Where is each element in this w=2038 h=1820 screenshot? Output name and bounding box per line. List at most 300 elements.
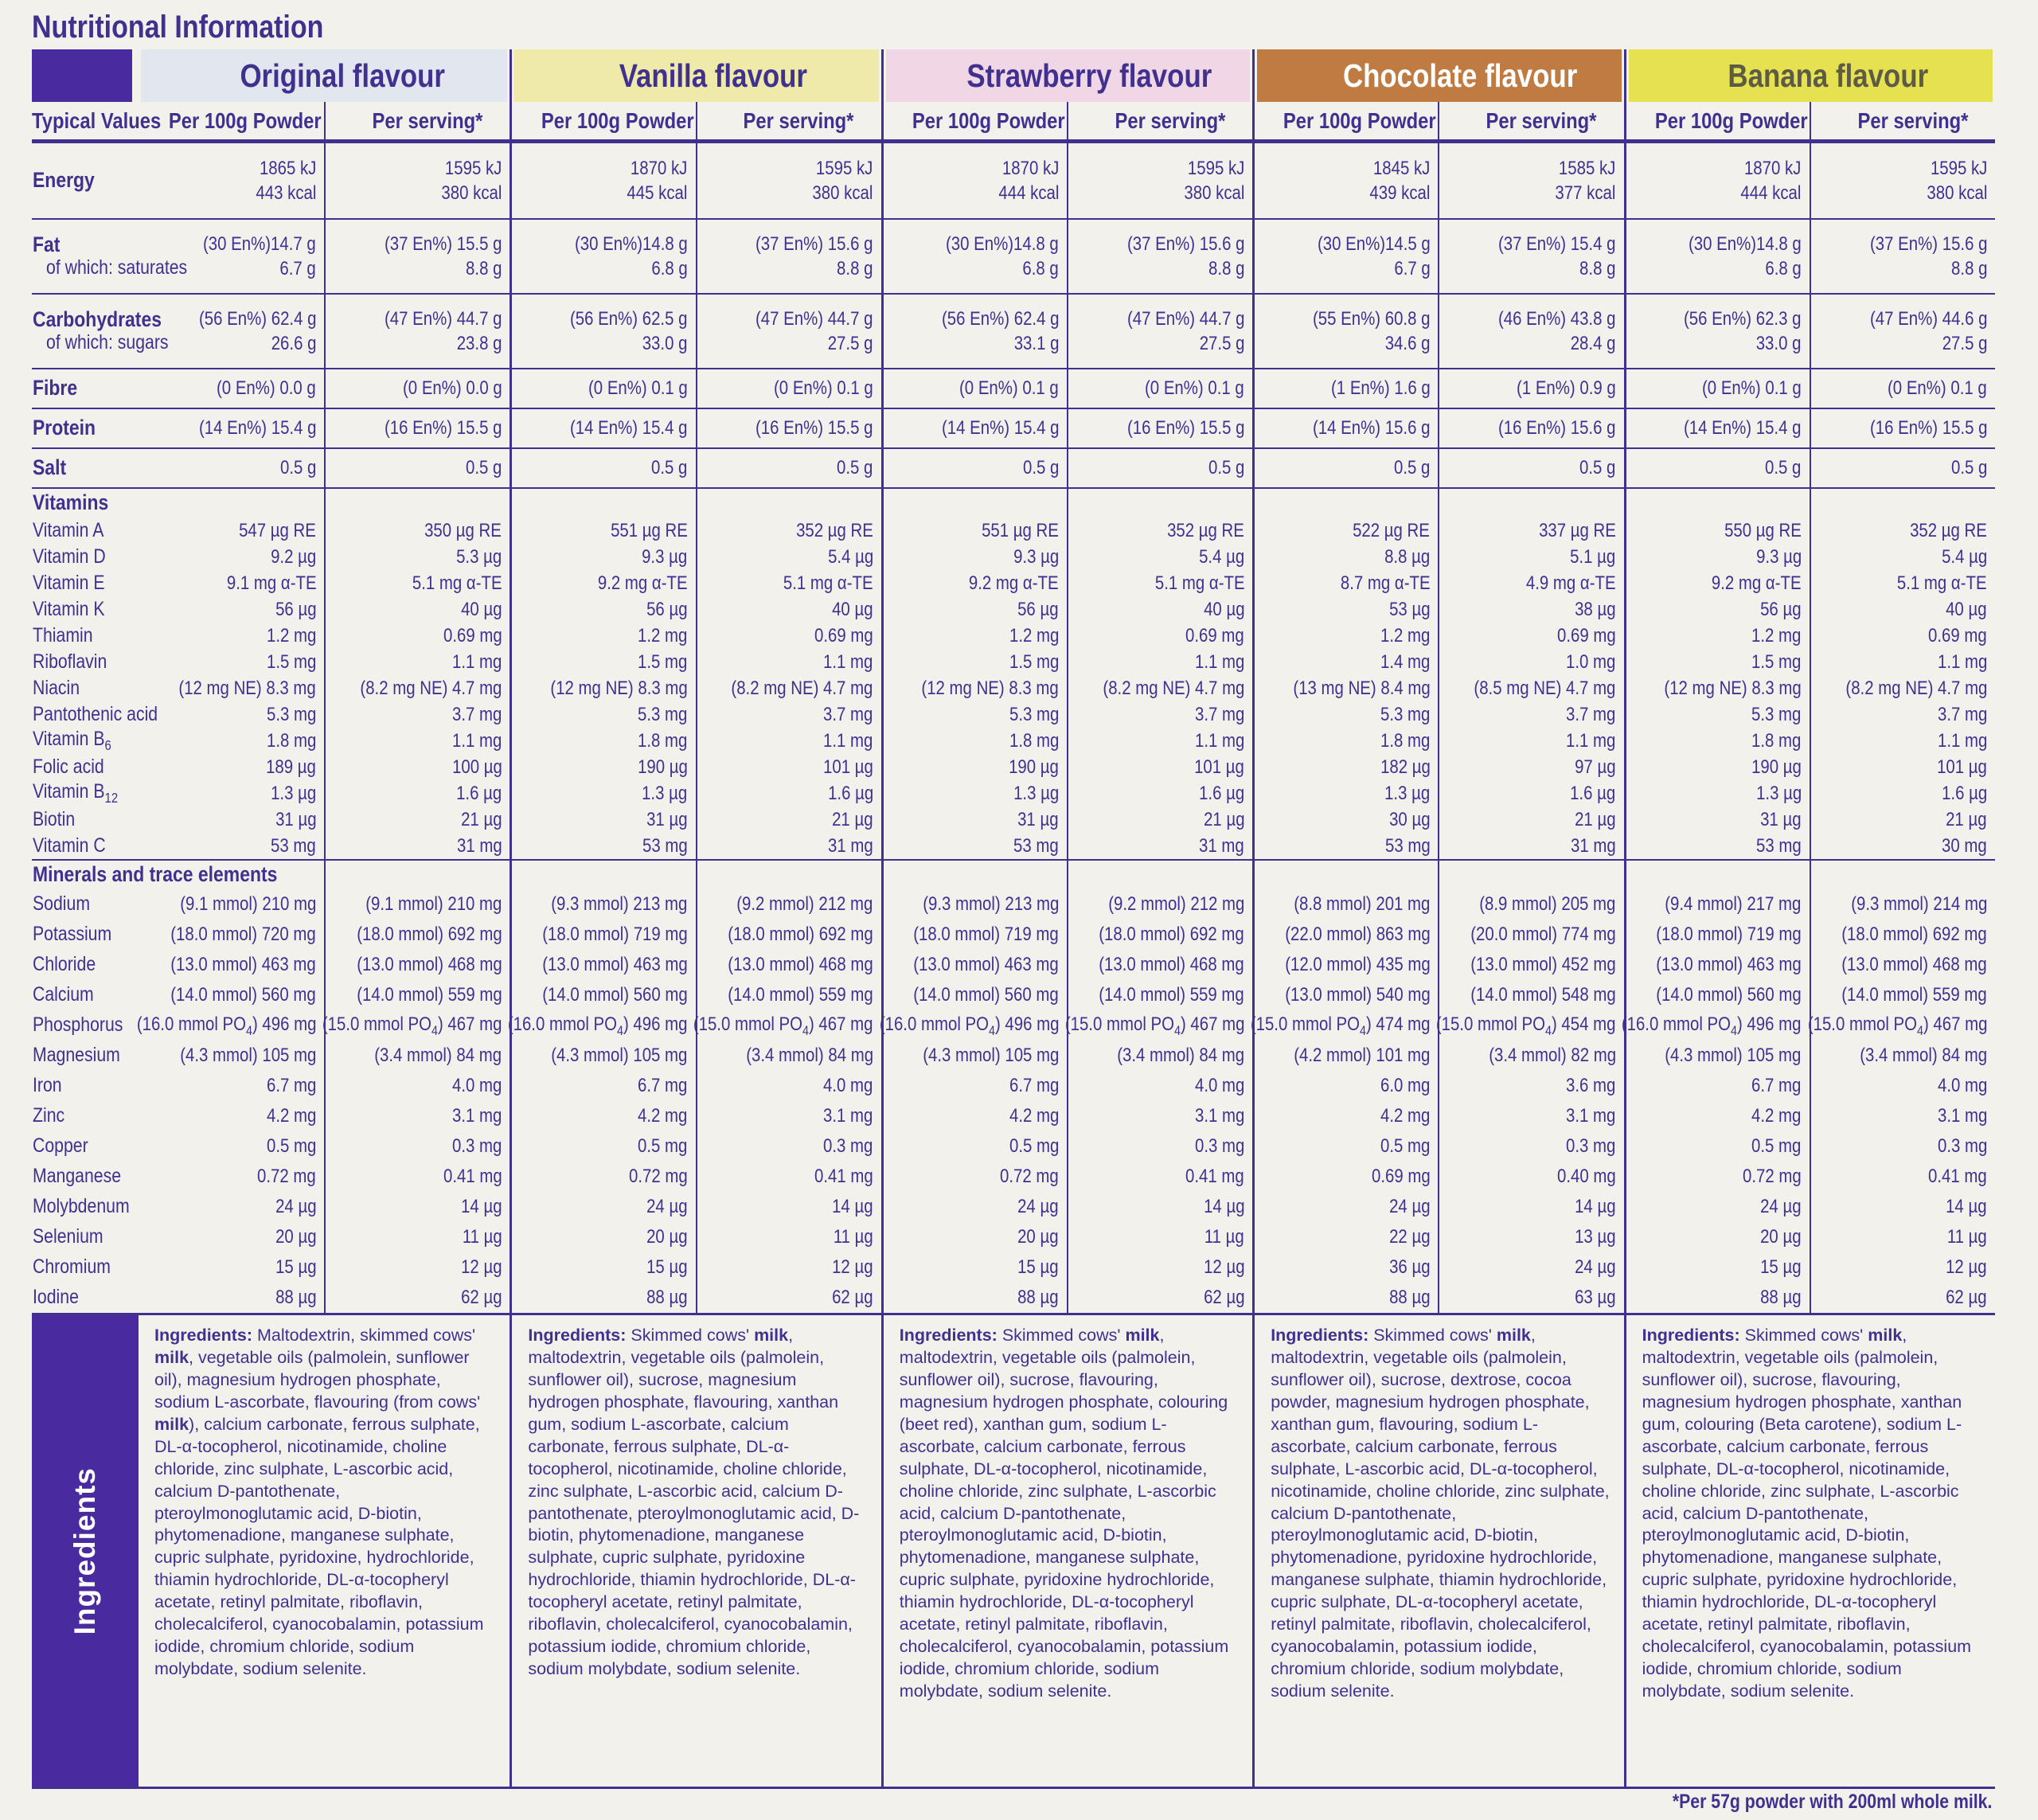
per-100g-header: Per 100g Powder xyxy=(1624,102,1810,143)
flavour-band-label: Chocolate flavour xyxy=(1257,49,1621,102)
value-cell: (0 En%) 0.0 g xyxy=(324,368,510,408)
value-cell xyxy=(696,859,881,889)
value-cell: 22 µg xyxy=(1252,1222,1438,1252)
value-cell: 3.1 mg xyxy=(1438,1101,1623,1131)
value-cell xyxy=(1252,487,1438,517)
value-cell: 9.2 mg α-TE xyxy=(1624,570,1810,596)
value-cell: 31 mg xyxy=(696,833,881,859)
value-cell: (12 mg NE) 8.3 mg xyxy=(881,675,1067,701)
value-cell: (15.0 mmol $PO_4$) 467 mg xyxy=(1067,1010,1252,1041)
value-cell: (9.4 mmol) 217 mg xyxy=(1624,889,1810,920)
value-cell: (4.3 mmol) 105 mg xyxy=(510,1041,695,1071)
value-cell: 350 µg RE xyxy=(324,517,510,544)
value-cell: 0.69 mg xyxy=(1810,623,1995,649)
value-cell: (12.0 mmol) 435 mg xyxy=(1252,950,1438,980)
value-cell: 56 µg xyxy=(881,596,1067,623)
value-cell: 3.1 mg xyxy=(1810,1101,1995,1131)
value-cell: (3.4 mmol) 84 mg xyxy=(1810,1041,1995,1071)
row-label-cell: Salt xyxy=(32,447,139,487)
value-cell: (8.2 mg NE) 4.7 mg xyxy=(1067,675,1252,701)
row-label-cell: Copper xyxy=(33,1135,88,1158)
value-cell xyxy=(1810,859,1995,889)
value-cell: 1.1 mg xyxy=(696,649,881,675)
value-cell: 21 µg xyxy=(696,807,881,833)
value-cell: 1.3 µg xyxy=(1624,780,1810,807)
value-cell: (13.0 mmol) 463 mg xyxy=(510,950,695,980)
value-cell: 1.6 µg xyxy=(1810,780,1995,807)
value-cell: 0.3 mg xyxy=(696,1131,881,1162)
ingredients-text-5: Ingredients: Skimmed cows' milk, maltodextrin, vegetable oils (palmolein, sunflower oil), sucrose, flavouring, magnesium hydrogen phosphate, xanthan gum, colouring (Beta carotene), sodium L-ascorbate, calcium carbonate, ferrous sulphate, DL-α-tocopherol, nicotinamide, choline chloride, zinc sulphate, L-ascorbic acid, calcium D-pantothenate, pteroylmonoglutamic acid, D-biotin, phytomenadione, manganese sulphate, cupric sulphate, pyridoxine hydrochloride, thiamin hydrochloride, DL-α-tocopheryl acetate, retinyl palmitate, riboflavin, cholecalciferol, cyanocobalamin, potassium iodide, chromium chloride, sodium molybdate, sodium selenite. xyxy=(1624,1315,1995,1787)
value-cell: 547 µg RE xyxy=(239,519,317,541)
per-serving-header: Per serving* xyxy=(1067,102,1252,143)
value-cell: 20 µg xyxy=(510,1222,695,1252)
value-cell xyxy=(881,487,1067,517)
ingredients-text-3: Ingredients: Skimmed cows' milk, maltodextrin, vegetable oils (palmolein, sunflower oil), sucrose, flavouring, magnesium hydrogen phosphate, colouring (beet red), xanthan gum, sodium L-ascorbate, calcium carbonate, ferrous sulphate, DL-α-tocopherol, nicotinamide, choline chloride, zinc sulphate, L-ascorbic acid, calcium D-pantothenate, pteroylmonoglutamic acid, D-biotin, phytomenadione, manganese sulphate, cupric sulphate, pyridoxine hydrochloride, thiamin hydrochloride, DL-α-tocopheryl acetate, retinyl palmitate, riboflavin, cholecalciferol, cyanocobalamin, potassium iodide, chromium chloride, sodium molybdate, sodium selenite. xyxy=(881,1315,1252,1787)
flavour-band-label: Banana flavour xyxy=(1629,49,1993,102)
value-cell: 11 µg xyxy=(324,1222,510,1252)
value-cell: 4.0 mg xyxy=(696,1071,881,1101)
value-cell: 1.1 mg xyxy=(1810,649,1995,675)
value-cell: 4.2 mg xyxy=(510,1101,695,1131)
value-cell: (16.0 mmol $PO_4$) 496 mg xyxy=(881,1010,1067,1041)
value-cell: (30 En%)14.8 g 6.8 g xyxy=(881,218,1067,293)
value-cell: (16 En%) 15.5 g xyxy=(696,408,881,447)
value-cell: (13.0 mmol) 463 mg xyxy=(1624,950,1810,980)
row-label-cell: Magnesium xyxy=(33,1044,120,1067)
row-label-cell: Vitamin $B_{12}$ xyxy=(33,779,119,806)
value-cell xyxy=(1438,487,1623,517)
value-cell: 4.0 mg xyxy=(324,1071,510,1101)
value-cell: (13.0 mmol) 463 mg xyxy=(881,950,1067,980)
value-cell: (3.4 mmol) 84 mg xyxy=(696,1041,881,1071)
value-cell: (4.3 mmol) 105 mg xyxy=(1624,1041,1810,1071)
value-cell: 0.69 mg xyxy=(1067,623,1252,649)
value-cell: (14.0 mmol) 559 mg xyxy=(1067,980,1252,1010)
value-cell: (14 En%) 15.4 g xyxy=(510,408,695,447)
value-cell: 21 µg xyxy=(1810,807,1995,833)
value-cell: 1.8 mg xyxy=(1624,728,1810,754)
value-cell: 1.5 mg xyxy=(1624,649,1810,675)
value-cell: 8.8 µg xyxy=(1252,544,1438,570)
value-cell: 190 µg xyxy=(1624,754,1810,780)
value-cell: 40 µg xyxy=(696,596,881,623)
value-cell: 1.2 mg xyxy=(266,624,317,646)
value-cell: 0.5 g xyxy=(139,447,324,487)
value-cell: (13.0 mmol) 468 mg xyxy=(1810,950,1995,980)
value-cell: (4.3 mmol) 105 mg xyxy=(881,1041,1067,1071)
value-cell: 5.3 mg xyxy=(881,701,1067,728)
value-cell: 31 mg xyxy=(1067,833,1252,859)
value-cell: (20.0 mmol) 774 mg xyxy=(1438,920,1623,950)
value-cell: 0.69 mg xyxy=(324,623,510,649)
value-cell: 40 µg xyxy=(1810,596,1995,623)
value-cell: (0 En%) 0.0 g xyxy=(139,368,324,408)
value-cell: (1 En%) 1.6 g xyxy=(1252,368,1438,408)
value-cell: 0.5 g xyxy=(696,447,881,487)
value-cell: 5.3 mg xyxy=(1252,701,1438,728)
value-cell: 88 µg xyxy=(275,1287,317,1309)
per-100g-header: Per 100g Powder xyxy=(510,102,695,143)
value-cell: (56 En%) 62.3 g 33.0 g xyxy=(1624,293,1810,368)
value-cell xyxy=(1624,487,1810,517)
flavour-band-2 xyxy=(510,49,880,102)
row-label-cell: Niacin xyxy=(33,676,80,699)
value-cell xyxy=(696,487,881,517)
value-cell: 1.6 µg xyxy=(1438,780,1623,807)
value-cell: (14.0 mmol) 559 mg xyxy=(324,980,510,1010)
value-cell: 9.1 mg α-TE xyxy=(226,572,317,594)
value-cell: 20 µg xyxy=(881,1222,1067,1252)
value-cell: 15 µg xyxy=(275,1256,317,1279)
value-cell: 1.8 mg xyxy=(266,729,317,752)
value-cell: 1.1 mg xyxy=(324,649,510,675)
value-cell: 550 µg RE xyxy=(1624,517,1810,544)
value-cell: (15.0 mmol $PO_4$) 467 mg xyxy=(324,1010,510,1041)
value-cell: 53 mg xyxy=(510,833,695,859)
value-cell: 5.3 mg xyxy=(1624,701,1810,728)
value-cell xyxy=(139,487,324,517)
value-cell: 100 µg xyxy=(324,754,510,780)
section-label-cell: Minerals and trace elements xyxy=(32,859,139,889)
value-cell: (18.0 mmol) 692 mg xyxy=(696,920,881,950)
value-cell: 11 µg xyxy=(696,1222,881,1252)
value-cell xyxy=(324,859,510,889)
value-cell: 0.41 mg xyxy=(1067,1162,1252,1192)
row-label-cell: Iodine xyxy=(33,1286,79,1309)
value-cell: 6.7 mg xyxy=(881,1071,1067,1101)
value-cell: 0.5 g xyxy=(1624,447,1810,487)
value-cell: 522 µg RE xyxy=(1252,517,1438,544)
value-cell: 0.69 mg xyxy=(1252,1162,1438,1192)
value-cell: 24 µg xyxy=(881,1192,1067,1222)
value-cell: 3.6 mg xyxy=(1438,1071,1623,1101)
value-cell: (18.0 mmol) 719 mg xyxy=(510,920,695,950)
value-cell: (30 En%)14.5 g 6.7 g xyxy=(1252,218,1438,293)
value-cell: (18.0 mmol) 719 mg xyxy=(1624,920,1810,950)
value-cell: 0.72 mg xyxy=(257,1166,317,1188)
flavour-band-4 xyxy=(1252,49,1623,102)
value-cell: 62 µg xyxy=(324,1283,510,1313)
value-cell: 1.6 µg xyxy=(696,780,881,807)
row-label-cell: Vitamin D xyxy=(33,545,106,568)
value-cell: 1870 kJ 444 kcal xyxy=(1624,143,1810,218)
value-cell: (13.0 mmol) 452 mg xyxy=(1438,950,1623,980)
value-cell xyxy=(1438,859,1623,889)
value-cell: (18.0 mmol) 720 mg xyxy=(170,924,317,946)
value-cell: 551 µg RE xyxy=(881,517,1067,544)
value-cell: 1.1 mg xyxy=(1067,728,1252,754)
value-cell: 1.5 mg xyxy=(881,649,1067,675)
value-cell: (18.0 mmol) 719 mg xyxy=(881,920,1067,950)
value-cell: 5.1 mg α-TE xyxy=(696,570,881,596)
value-cell: 9.3 µg xyxy=(510,544,695,570)
row-label-cell: Fat of which: saturates xyxy=(32,218,139,293)
value-cell: 1.1 mg xyxy=(324,728,510,754)
value-cell: 190 µg xyxy=(510,754,695,780)
value-cell: 337 µg RE xyxy=(1438,517,1623,544)
value-cell: 0.5 g xyxy=(1252,447,1438,487)
value-cell: (12 mg NE) 8.3 mg xyxy=(1624,675,1810,701)
value-cell: 1865 kJ 443 kcal xyxy=(256,157,317,204)
value-cell: 0.3 mg xyxy=(1438,1131,1623,1162)
value-cell xyxy=(510,487,695,517)
value-cell: 31 mg xyxy=(324,833,510,859)
value-cell: 0.3 mg xyxy=(1810,1131,1995,1162)
row-label-cell: Thiamin xyxy=(33,623,93,646)
value-cell: 5.4 µg xyxy=(1810,544,1995,570)
value-cell: 4.2 mg xyxy=(1624,1101,1810,1131)
row-label-cell: Manganese xyxy=(33,1165,122,1188)
value-cell: (14.0 mmol) 548 mg xyxy=(1438,980,1623,1010)
ingredients-sidebar-label: Ingredients xyxy=(68,1467,101,1635)
value-cell: (8.2 mg NE) 4.7 mg xyxy=(324,675,510,701)
value-cell: 15 µg xyxy=(1624,1252,1810,1283)
row-label-cell: Folic acid xyxy=(33,755,104,778)
value-cell: 13 µg xyxy=(1438,1222,1623,1252)
per-serving-header: Per serving* xyxy=(1438,102,1623,143)
value-cell: 31 µg xyxy=(275,808,317,830)
row-label-cell: Potassium xyxy=(33,923,112,946)
value-cell: (14 En%) 15.4 g xyxy=(1624,408,1810,447)
value-cell: (15.0 mmol $PO_4$) 467 mg xyxy=(1810,1010,1995,1041)
value-cell: 3.7 mg xyxy=(1067,701,1252,728)
value-cell xyxy=(1810,487,1995,517)
value-cell: (47 En%) 44.7 g 27.5 g xyxy=(1067,293,1252,368)
flavour-band-label: Original flavour xyxy=(141,49,507,102)
value-cell: 3.7 mg xyxy=(696,701,881,728)
value-cell: 12 µg xyxy=(1067,1252,1252,1283)
value-cell: (9.3 mmol) 214 mg xyxy=(1810,889,1995,920)
value-cell: 31 mg xyxy=(1438,833,1623,859)
value-cell: 12 µg xyxy=(696,1252,881,1283)
value-cell: (56 En%) 62.5 g 33.0 g xyxy=(510,293,695,368)
per-100g-header: Per 100g Powder xyxy=(139,102,324,143)
value-cell: 31 µg xyxy=(881,807,1067,833)
value-cell: 31 µg xyxy=(1624,807,1810,833)
value-cell: 352 µg RE xyxy=(1810,517,1995,544)
value-cell: (1 En%) 0.9 g xyxy=(1438,368,1623,408)
value-cell: 101 µg xyxy=(1067,754,1252,780)
value-cell: 0.5 g xyxy=(1438,447,1623,487)
row-label-cell: Molybdenum xyxy=(33,1195,130,1218)
value-cell: 1595 kJ 380 kcal xyxy=(324,143,510,218)
value-cell: (37 En%) 15.6 g 8.8 g xyxy=(1067,218,1252,293)
value-cell: 21 µg xyxy=(1067,807,1252,833)
value-cell: 12 µg xyxy=(324,1252,510,1283)
value-cell: 352 µg RE xyxy=(696,517,881,544)
value-cell: 11 µg xyxy=(1067,1222,1252,1252)
value-cell: 1.2 mg xyxy=(510,623,695,649)
value-cell: (0 En%) 0.1 g xyxy=(696,368,881,408)
value-cell: (12 mg NE) 8.3 mg xyxy=(510,675,695,701)
value-cell: 56 µg xyxy=(1624,596,1810,623)
value-cell: 1870 kJ 444 kcal xyxy=(881,143,1067,218)
value-cell: 101 µg xyxy=(1810,754,1995,780)
value-cell: 5.1 mg α-TE xyxy=(1810,570,1995,596)
value-cell: (14.0 mmol) 559 mg xyxy=(1810,980,1995,1010)
value-cell: (15.0 mmol $PO_4$) 474 mg xyxy=(1252,1010,1438,1041)
value-cell: 24 µg xyxy=(1624,1192,1810,1222)
value-cell: (8.9 mmol) 205 mg xyxy=(1438,889,1623,920)
value-cell: 4.2 mg xyxy=(266,1105,317,1127)
value-cell: 9.2 µg xyxy=(271,545,317,568)
value-cell xyxy=(324,487,510,517)
value-cell: (56 En%) 62.4 g 33.1 g xyxy=(881,293,1067,368)
serving-footnote: *Per 57g powder with 200ml whole milk. xyxy=(1672,1791,1992,1813)
value-cell: 1.3 µg xyxy=(510,780,695,807)
value-cell: 1.8 mg xyxy=(881,728,1067,754)
value-cell: 1845 kJ 439 kcal xyxy=(1252,143,1438,218)
value-cell: 0.41 mg xyxy=(324,1162,510,1192)
value-cell: 3.7 mg xyxy=(1438,701,1623,728)
value-cell: (0 En%) 0.1 g xyxy=(1067,368,1252,408)
value-cell: 14 µg xyxy=(1810,1192,1995,1222)
row-label-cell: Zinc xyxy=(33,1104,65,1127)
value-cell: 62 µg xyxy=(1067,1283,1252,1313)
row-label-cell: Selenium xyxy=(33,1225,103,1248)
ingredients-sidebar xyxy=(32,1315,139,1787)
value-cell: 20 µg xyxy=(1624,1222,1810,1252)
value-cell: (9.3 mmol) 213 mg xyxy=(881,889,1067,920)
value-cell: 14 µg xyxy=(696,1192,881,1222)
value-cell: 0.69 mg xyxy=(1438,623,1623,649)
value-cell: 1.5 mg xyxy=(510,649,695,675)
value-cell: (16.0 mmol $PO_4$) 496 mg xyxy=(510,1010,695,1041)
value-cell: (14 En%) 15.6 g xyxy=(1252,408,1438,447)
per-serving-header: Per serving* xyxy=(324,102,510,143)
value-cell: (0 En%) 0.1 g xyxy=(1810,368,1995,408)
value-cell: 3.1 mg xyxy=(696,1101,881,1131)
value-cell: (8.8 mmol) 201 mg xyxy=(1252,889,1438,920)
value-cell: (16 En%) 15.5 g xyxy=(1810,408,1995,447)
value-cell: 1.1 mg xyxy=(1067,649,1252,675)
value-cell xyxy=(1252,859,1438,889)
value-cell: 1.3 µg xyxy=(271,782,317,804)
value-cell: (4.3 mmol) 105 mg xyxy=(179,1045,317,1067)
value-cell: 9.2 mg α-TE xyxy=(881,570,1067,596)
value-cell: 0.3 mg xyxy=(324,1131,510,1162)
value-cell: (37 En%) 15.6 g 8.8 g xyxy=(696,218,881,293)
value-cell: 1.2 mg xyxy=(1252,623,1438,649)
value-cell: (13.0 mmol) 468 mg xyxy=(1067,950,1252,980)
value-cell: 53 µg xyxy=(1252,596,1438,623)
value-cell: (14.0 mmol) 560 mg xyxy=(510,980,695,1010)
value-cell: 24 µg xyxy=(1252,1192,1438,1222)
row-label-cell: Calcium xyxy=(33,983,94,1006)
value-cell: 21 µg xyxy=(1438,807,1623,833)
value-cell: 4.0 mg xyxy=(1067,1071,1252,1101)
value-cell: 40 µg xyxy=(324,596,510,623)
per-100g-header: Per 100g Powder xyxy=(1252,102,1438,143)
value-cell: (12 mg NE) 8.3 mg xyxy=(178,677,317,699)
value-cell: (3.4 mmol) 84 mg xyxy=(324,1041,510,1071)
value-cell: 190 µg xyxy=(881,754,1067,780)
value-cell: (47 En%) 44.7 g 27.5 g xyxy=(696,293,881,368)
value-cell: 0.5 g xyxy=(881,447,1067,487)
value-cell: 15 µg xyxy=(510,1252,695,1283)
value-cell: 1.3 µg xyxy=(1252,780,1438,807)
value-cell: (9.1 mmol) 210 mg xyxy=(179,893,317,916)
value-cell xyxy=(1624,859,1810,889)
value-cell: 4.9 mg α-TE xyxy=(1438,570,1623,596)
page-title: Nutritional Information xyxy=(32,10,324,45)
value-cell: 0.5 mg xyxy=(266,1135,317,1158)
row-label-cell: Vitamin C xyxy=(33,834,106,857)
value-cell: 182 µg xyxy=(1252,754,1438,780)
value-cell: (55 En%) 60.8 g 34.6 g xyxy=(1252,293,1438,368)
value-cell: (14.0 mmol) 559 mg xyxy=(696,980,881,1010)
value-cell: (14 En%) 15.4 g xyxy=(881,408,1067,447)
value-cell xyxy=(510,859,695,889)
nutrition-table xyxy=(32,49,1995,1313)
value-cell: (16 En%) 15.6 g xyxy=(1438,408,1623,447)
value-cell: 3.1 mg xyxy=(1067,1101,1252,1131)
value-cell: (3.4 mmol) 82 mg xyxy=(1438,1041,1623,1071)
value-cell: 0.40 mg xyxy=(1438,1162,1623,1192)
value-cell: 189 µg xyxy=(266,756,317,778)
per-serving-header: Per serving* xyxy=(1810,102,1995,143)
value-cell: 551 µg RE xyxy=(510,517,695,544)
value-cell: 1.4 mg xyxy=(1252,649,1438,675)
row-label-cell: Vitamin A xyxy=(33,518,104,541)
value-cell: 11 µg xyxy=(1810,1222,1995,1252)
value-cell: 5.4 µg xyxy=(696,544,881,570)
brand-color-block xyxy=(32,49,139,102)
row-label-cell: Phosphorus xyxy=(33,1013,123,1037)
value-cell: 1.5 mg xyxy=(266,650,317,673)
value-cell: (8.2 mg NE) 4.7 mg xyxy=(1810,675,1995,701)
value-cell: 0.5 g xyxy=(1810,447,1995,487)
value-cell: 101 µg xyxy=(696,754,881,780)
value-cell: 62 µg xyxy=(696,1283,881,1313)
value-cell: 14 µg xyxy=(1067,1192,1252,1222)
row-label-cell: Vitamin E xyxy=(33,571,105,594)
value-cell: 9.3 µg xyxy=(881,544,1067,570)
value-cell: (4.2 mmol) 101 mg xyxy=(1252,1041,1438,1071)
flavour-band-3 xyxy=(881,49,1252,102)
value-cell: 88 µg xyxy=(1252,1283,1438,1313)
value-cell: 0.5 g xyxy=(324,447,510,487)
row-label-cell: Chromium xyxy=(33,1256,111,1279)
value-cell: (37 En%) 15.5 g 8.8 g xyxy=(324,218,510,293)
value-cell: 0.41 mg xyxy=(696,1162,881,1192)
row-label-cell: Pantothenic acid xyxy=(33,702,158,725)
value-cell: 31 µg xyxy=(510,807,695,833)
value-cell: (3.4 mmol) 84 mg xyxy=(1067,1041,1252,1071)
value-cell: (15.0 mmol $PO_4$) 454 mg xyxy=(1438,1010,1623,1041)
value-cell: 53 mg xyxy=(881,833,1067,859)
value-cell: (16 En%) 15.5 g xyxy=(324,408,510,447)
value-cell: 6.7 mg xyxy=(1624,1071,1810,1101)
value-cell: 40 µg xyxy=(1067,596,1252,623)
row-label-cell: Fibre xyxy=(32,368,139,408)
value-cell: 20 µg xyxy=(275,1226,317,1248)
value-cell: (16.0 mmol $PO_4$) 496 mg xyxy=(136,1013,317,1038)
value-cell: 5.3 mg xyxy=(510,701,695,728)
value-cell xyxy=(1067,859,1252,889)
value-cell: (13.0 mmol) 540 mg xyxy=(1252,980,1438,1010)
value-cell: (0 En%) 0.1 g xyxy=(510,368,695,408)
value-cell: 0.5 g xyxy=(510,447,695,487)
value-cell: (14.0 mmol) 560 mg xyxy=(881,980,1067,1010)
value-cell: (15.0 mmol $PO_4$) 467 mg xyxy=(696,1010,881,1041)
value-cell xyxy=(1067,487,1252,517)
value-cell: 352 µg RE xyxy=(1067,517,1252,544)
per-100g-header: Per 100g Powder xyxy=(881,102,1067,143)
value-cell: 4.2 mg xyxy=(881,1101,1067,1131)
value-cell: (47 En%) 44.7 g 23.8 g xyxy=(324,293,510,368)
row-label-cell: Vitamin K xyxy=(33,597,105,620)
